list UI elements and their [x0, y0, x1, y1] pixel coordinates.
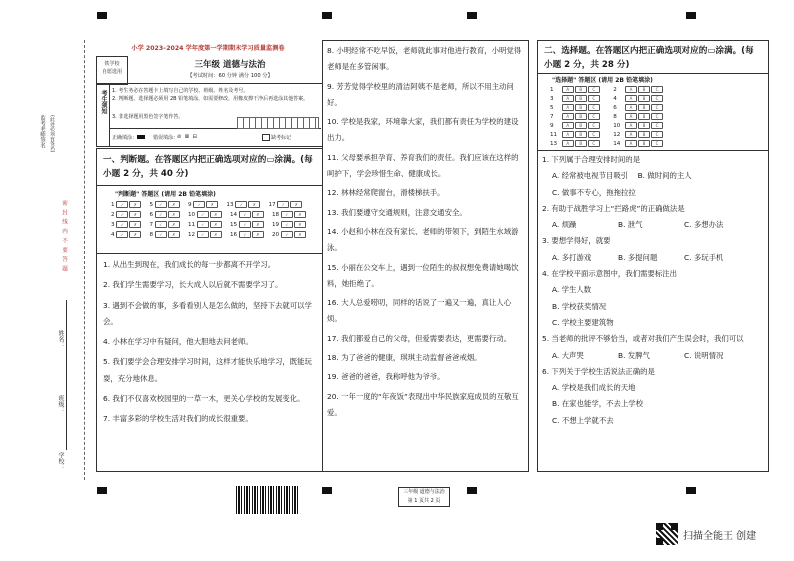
scanner-watermark: 扫描全能王 创建	[683, 531, 757, 542]
choice-q1-stem: 1. 下列属于合理安排时间的是	[542, 155, 641, 164]
exam-notice	[96, 83, 323, 147]
answer-bubble[interactable]: ✗	[252, 211, 264, 218]
answer-bubble[interactable]: ✓	[116, 221, 128, 228]
answer-bubble[interactable]: A	[625, 86, 637, 93]
registration-mark	[467, 12, 477, 19]
choice-q1-options: A. 经常被电视节目吸引 B. 做时间的主人	[552, 171, 692, 181]
proctor-sign-note: (此处必须有签名)	[49, 115, 54, 153]
registration-mark	[686, 487, 696, 494]
answer-bubble[interactable]: C	[588, 113, 600, 120]
answer-bubble[interactable]: A	[625, 95, 637, 102]
answer-bubble[interactable]: ✗	[129, 201, 141, 208]
answer-bubble[interactable]: ✓	[155, 221, 167, 228]
question-13: 13. 我们要遵守交通规则，注意交通安全。	[327, 207, 467, 217]
answer-bubble[interactable]: B	[575, 140, 587, 147]
page-label: 三年级 道德与法治	[403, 489, 445, 495]
choice-question-list	[542, 152, 764, 429]
answer-bubble[interactable]: B	[575, 131, 587, 138]
notice-line-2: 2. 判断题、选择题必须用 2B 铅笔填涂，如需要修改，用橡皮擦干净后再选涂其他答案。	[112, 96, 309, 102]
answer-bubble[interactable]: C	[588, 140, 600, 147]
choice-card-title: "选择题" 答题区 (请用 2B 铅笔填涂)	[552, 77, 653, 84]
registration-mark	[467, 487, 477, 494]
answer-bubble[interactable]: C	[651, 104, 663, 111]
fill-example-label: 正确填涂：	[112, 135, 138, 141]
question-10: 10. 学校是我家，环境靠大家，我们都有责任为学校的建设出力。	[327, 117, 519, 143]
answer-bubble[interactable]: ✓	[281, 231, 293, 238]
section2-card-divider	[538, 150, 768, 151]
choice-q4-option-b: B. 学校获奖情况	[552, 301, 607, 311]
choice-q3-stem: 3. 要想学得好，就要	[542, 236, 611, 246]
answer-bubble[interactable]: A	[562, 113, 574, 120]
answer-bubble[interactable]: ✗	[168, 231, 180, 238]
section-judgement-continued	[322, 40, 529, 472]
section1-divider	[97, 185, 322, 186]
choice-card-row-5: 9 A B C 10 A B C	[550, 122, 664, 129]
barcode	[236, 486, 300, 514]
question-20: 20. 一年一度的“年夜饭”表现出中华民族家庭成员的互敬互爱。	[327, 391, 519, 417]
judgement-card-row-2: 2 ✓ ✗ 6 ✓ ✗ 10 ✓ ✗ 14 ✓ ✗ 18 ✓ ✗	[111, 211, 307, 218]
registration-mark	[322, 12, 332, 19]
answer-bubble[interactable]: A	[562, 122, 574, 129]
question-18: 18. 为了爸爸的健康，琪琪主动监督爸爸戒烟。	[327, 353, 482, 363]
choice-q4-option-a: A. 学生人数	[552, 285, 592, 295]
answer-bubble[interactable]: B	[575, 122, 587, 129]
question-5: 5. 我们要学会合理安排学习时间，这样才能快乐地学习，既能玩耍，充分地休息。	[103, 357, 312, 383]
id-grid	[237, 117, 319, 129]
answer-bubble[interactable]: A	[625, 140, 637, 147]
wrong-example-marks: ⊘ ⊠ ⊟	[177, 134, 198, 140]
answer-bubble[interactable]: B	[575, 95, 587, 102]
answer-bubble[interactable]: ✗	[206, 201, 218, 208]
question-3: 3. 遇到不会做的事，多看看别人是怎么做的，坚持下去就可以学会。	[103, 300, 312, 326]
answer-bubble[interactable]: B	[638, 95, 650, 102]
answer-bubble[interactable]: ✓	[239, 211, 251, 218]
answer-bubble[interactable]: A	[562, 140, 574, 147]
answer-bubble[interactable]: ✗	[252, 231, 264, 238]
choice-q5-stem: 5. 当老师的批评不够恰当，或者对我们产生误会时，我们可以	[542, 334, 744, 344]
question-8: 8. 小明经常不吃早饭，老师就此事对他进行教育，小明觉得老师是在多管闲事。	[327, 46, 522, 72]
answer-bubble[interactable]: ✓	[197, 231, 209, 238]
answer-bubble[interactable]: A	[625, 113, 637, 120]
judgement-card-row-3: 3 ✓ ✗ 7 ✓ ✗ 11 ✓ ✗ 15 ✓ ✗ 19 ✓ ✗	[111, 221, 307, 228]
registration-mark	[97, 487, 107, 494]
choice-card-row-6: 11 A B C 12 A B C	[550, 131, 664, 138]
choice-card-row-7: 13 A B C 14 A B C	[550, 140, 664, 147]
grade-subject: 三年级 道德与法治	[194, 60, 266, 70]
choice-q2-stem: 2. 有助于战胜学习上“拦路虎”的正确做法是	[542, 203, 685, 213]
judgement-answer-card	[97, 189, 322, 249]
answer-bubble[interactable]: C	[651, 95, 663, 102]
answer-bubble[interactable]: A	[562, 104, 574, 111]
registration-mark	[97, 12, 107, 19]
answer-bubble[interactable]: ✗	[168, 211, 180, 218]
answer-bubble[interactable]: C	[588, 131, 600, 138]
answer-bubble[interactable]: C	[588, 122, 600, 129]
class-label: 班级：	[57, 395, 64, 413]
answer-bubble[interactable]: ✗	[210, 231, 222, 238]
question-7: 7. 丰富多彩的学校生活对我们的成长很重要。	[103, 414, 253, 424]
answer-bubble[interactable]: B	[638, 122, 650, 129]
page-info-box	[398, 487, 450, 507]
answer-bubble[interactable]: A	[625, 131, 637, 138]
question-4: 4. 小林在学习中有疑问，他大胆地去问老师。	[103, 337, 253, 347]
answer-bubble[interactable]: B	[638, 140, 650, 147]
answer-bubble[interactable]: A	[625, 122, 637, 129]
judgement-question-list-2	[327, 43, 525, 421]
section1-title: 一、判断题。在答题区内把正确选项对应的▭涂满。(每小题 2 分，共 40 分)	[103, 155, 313, 179]
answer-bubble[interactable]: ✓	[235, 201, 247, 208]
choice-card-row-4: 7 A B C 8 A B C	[550, 113, 664, 120]
answer-bubble[interactable]: ✗	[210, 221, 222, 228]
answer-bubble[interactable]: ✗	[129, 231, 141, 238]
choice-q4-option-c: C. 学校主要建筑物	[552, 317, 614, 327]
judgement-card-row-1: 1 ✓ ✗ 5 ✓ ✗ 9 ✓ ✗ 13 ✓ ✗ 17 ✓ ✗	[111, 201, 303, 208]
answer-bubble[interactable]: ✓	[116, 231, 128, 238]
registration-mark	[322, 487, 332, 494]
answer-bubble[interactable]: ✗	[129, 221, 141, 228]
choice-q5-options: A. 大声哭 B. 发脾气 C. 说明情况	[552, 350, 724, 360]
choice-answer-card	[538, 75, 768, 147]
section-judgement	[96, 148, 323, 472]
answer-bubble[interactable]: C	[651, 122, 663, 129]
answer-bubble[interactable]: C	[651, 131, 663, 138]
question-19: 19. 爸爸的爸爸，我称呼他为爷爷。	[327, 372, 445, 382]
answer-bubble[interactable]: A	[562, 131, 574, 138]
notice-line-1: 1. 考生务必在答题卡上填写自己的学校、班级、姓名及考号。	[112, 88, 249, 94]
question-12: 12. 林林经常爬窗台，滑楼梯扶手。	[327, 188, 445, 198]
answer-bubble[interactable]: A	[562, 86, 574, 93]
section2-title: 二、选择题。在答题区内把正确选项对应的▭涂满。(每小题 2 分，共 28 分)	[544, 46, 754, 70]
answer-bubble[interactable]: ✓	[155, 201, 167, 208]
answer-bubble[interactable]: B	[638, 113, 650, 120]
answer-bubble[interactable]: ✓	[155, 231, 167, 238]
answer-bubble[interactable]: C	[651, 86, 663, 93]
choice-q1-option-c: C. 做事不专心，拖拖拉拉	[552, 187, 636, 197]
answer-bubble[interactable]: B	[638, 131, 650, 138]
judgement-question-list	[103, 257, 317, 428]
answer-bubble[interactable]: ✓	[193, 201, 205, 208]
answer-bubble[interactable]: C	[651, 140, 663, 147]
answer-bubble[interactable]: ✓	[155, 211, 167, 218]
choice-q3-options: A. 多打游戏 B. 多提问题 C. 多玩手机	[552, 252, 724, 262]
fill-example-mark	[137, 135, 145, 139]
answer-bubble[interactable]: C	[588, 86, 600, 93]
answer-bubble[interactable]: B	[575, 104, 587, 111]
answer-bubble[interactable]: A	[625, 104, 637, 111]
school-label: 学校：	[57, 452, 64, 470]
answer-bubble[interactable]: ✓	[281, 221, 293, 228]
answer-bubble[interactable]: ✗	[129, 211, 141, 218]
choice-q6-option-c: C. 不想上学就不去	[552, 415, 614, 425]
notice-label: 考生须知	[100, 90, 107, 114]
question-1: 1. 从出生到现在，我们成长的每一步都离不开学习。	[103, 260, 275, 269]
question-14: 14. 小赵和小林在没有家长、老师的带领下，到陌生水域游泳。	[327, 226, 519, 253]
question-2: 2. 我们学生需要学习，长大成人以后就不需要学习了。	[103, 280, 283, 290]
answer-bubble[interactable]: ✗	[168, 201, 180, 208]
answer-bubble[interactable]: ✗	[294, 231, 306, 238]
exam-title: 小学 2023–2024 学年度第一学期期末学习质量监测卷	[131, 45, 285, 52]
judgement-card-row-4: 4 ✓ ✗ 8 ✓ ✗ 12 ✓ ✗ 16 ✓ ✗ 20 ✓ ✗	[111, 231, 307, 238]
registration-mark	[686, 12, 696, 19]
answer-bubble[interactable]: ✓	[116, 201, 128, 208]
choice-card-row-1: 1 A B C 2 A B C	[550, 86, 664, 93]
choice-q6-stem: 6. 下列关于学校生活说法正确的是	[542, 366, 655, 376]
question-9: 9. 芳芳觉得学校里的清洁阿姨不是老师，所以不用主动问好。	[327, 81, 514, 107]
answer-bubble[interactable]: C	[651, 113, 663, 120]
missing-box	[262, 134, 270, 141]
seal-line	[84, 40, 85, 480]
choice-q6-option-a: A. 学校是我们成长的天地	[552, 383, 636, 393]
answer-bubble[interactable]: ✓	[197, 221, 209, 228]
school-select-box	[96, 56, 128, 85]
notice-line-3: 3. 非选择题用黑色签字笔作答。	[112, 114, 184, 120]
choice-card-row-3: 5 A B C 6 A B C	[550, 104, 664, 111]
answer-bubble[interactable]: ✓	[239, 231, 251, 238]
choice-q6-option-b: B. 在家也能学，不去上学校	[552, 399, 644, 409]
wrong-example-label: 错误填涂：	[153, 135, 179, 141]
answer-bubble[interactable]: ✗	[168, 221, 180, 228]
answer-bubble[interactable]: B	[638, 86, 650, 93]
question-6: 6. 我们不仅喜欢校园里的一草一木，更关心学校的发展变化。	[103, 394, 305, 404]
answer-bubble[interactable]: ✓	[277, 201, 289, 208]
answer-bubble[interactable]: ✗	[294, 211, 306, 218]
question-16: 16. 大人总爱唠叨，同样的话说了一遍又一遍，真让人心烦。	[327, 298, 512, 324]
school-select-label: 铁学校 自愿选用	[101, 61, 122, 75]
answer-bubble[interactable]: ✓	[239, 221, 251, 228]
notice-divider	[109, 84, 110, 146]
answer-bubble[interactable]: C	[588, 104, 600, 111]
missing-label: 缺考标记	[271, 135, 292, 141]
answer-bubble[interactable]: B	[575, 113, 587, 120]
answer-bubble[interactable]: ✗	[252, 221, 264, 228]
answer-bubble[interactable]: ✗	[248, 201, 260, 208]
section1-card-divider	[97, 253, 322, 254]
answer-bubble[interactable]: A	[562, 95, 574, 102]
answer-bubble[interactable]: ✗	[290, 201, 302, 208]
proctor-sign-area: 监考老师签名	[39, 115, 45, 148]
seal-line-warning: 密 封 线 内 不 要 答 题	[61, 200, 67, 273]
answer-bubble[interactable]: B	[575, 86, 587, 93]
answer-bubble[interactable]: B	[638, 104, 650, 111]
answer-bubble[interactable]: ✗	[294, 221, 306, 228]
question-17: 17. 我们都爱自己的父母，但爱需要表达，更需要行动。	[327, 333, 512, 343]
name-label: 姓名：	[57, 330, 64, 348]
time-info: 【考试时间：60 分钟 满分 100 分】	[187, 73, 273, 79]
qr-code-icon	[656, 523, 678, 545]
answer-bubble[interactable]: ✓	[281, 211, 293, 218]
answer-bubble[interactable]: ✓	[116, 211, 128, 218]
page-number: 第 1 页共 2 页	[407, 498, 441, 504]
judgement-card-title: "判断题" 答题区 (请用 2B 铅笔填涂)	[115, 191, 216, 198]
question-15: 15. 小丽在公交车上，遇到一位陌生的叔叔想免费请她喝饮料，她拒绝了。	[327, 262, 519, 288]
margin-underline	[66, 300, 67, 450]
answer-bubble[interactable]: C	[588, 95, 600, 102]
answer-bubble[interactable]: ✗	[210, 211, 222, 218]
section-choice	[537, 40, 769, 472]
section2-divider	[538, 73, 768, 74]
choice-card-row-2: 3 A B C 4 A B C	[550, 95, 664, 102]
choice-q4-stem: 4. 在学校平面示意图中，我们需要标注出	[542, 269, 678, 279]
answer-bubble[interactable]: ✓	[197, 211, 209, 218]
choice-q2-options: A. 烦躁 B. 泄气 C. 多想办法	[552, 220, 724, 230]
question-11: 11. 父母要承担孕育、养育我们的责任。我们应该在这样的呵护下，学会珍惜生命、健康成长。	[327, 152, 519, 179]
